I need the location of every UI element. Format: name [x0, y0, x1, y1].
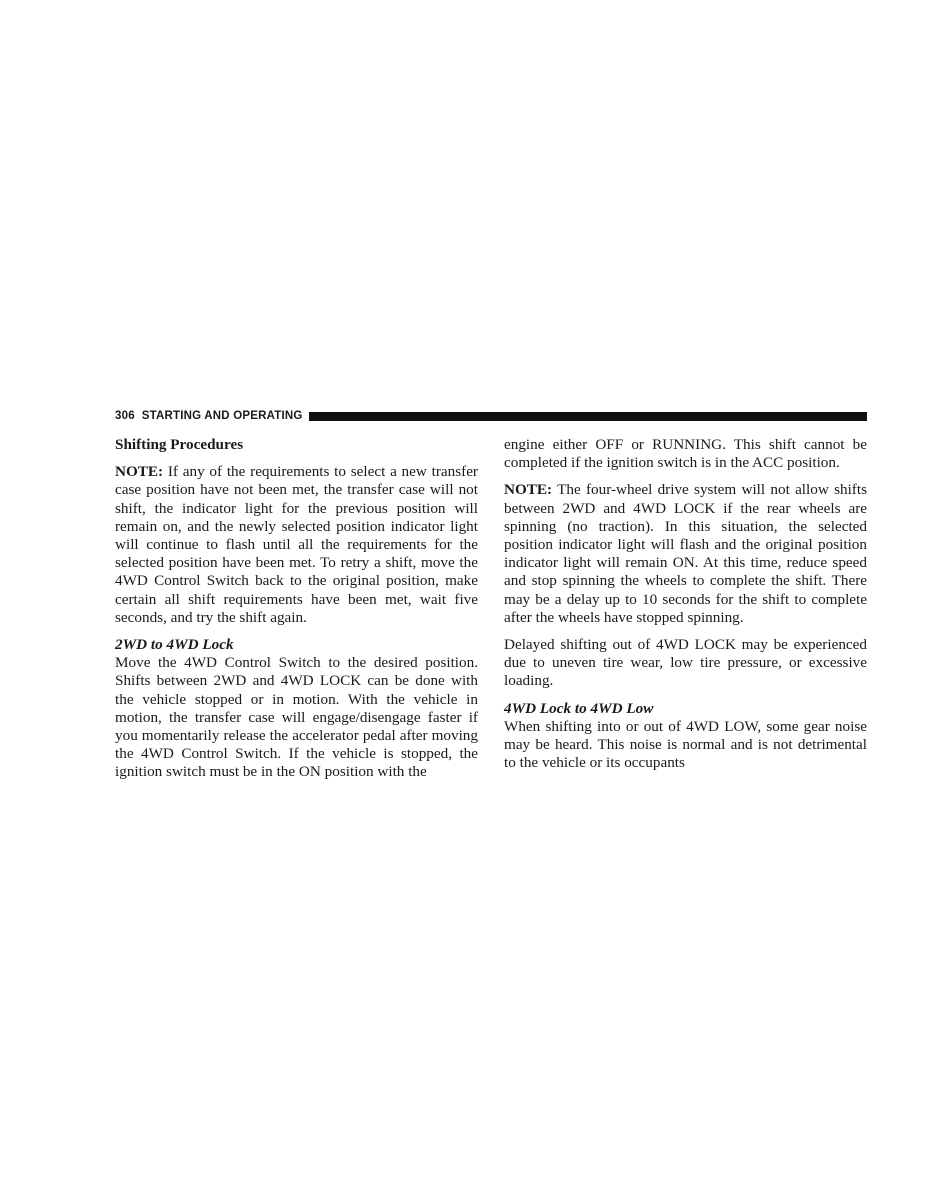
- page-header: [115, 409, 867, 423]
- left-column: [115, 436, 478, 791]
- section-title: STARTING AND OPERATING: [141, 410, 303, 422]
- body-paragraph: Move the 4WD Control Switch to the desired position. Shifts between 2WD and 4WD LOCK can be done with the vehicle stopped or in motion. With the vehicle in motion, the transfer case will engage/disengage faster if you momentarily release the accelerator pedal after moving the 4WD Control Switch. If the vehicle is stopped, the ignition switch must be in the ON position with the: [115, 654, 478, 781]
- subheading-2wd-to-4wd-lock: 2WD to 4WD Lock: [115, 636, 234, 654]
- note-label: NOTE:: [504, 481, 553, 499]
- body-paragraph: Delayed shifting out of 4WD LOCK may be experienced due to uneven tire wear, low tire pressure, or excessive loading.: [504, 636, 867, 690]
- body-paragraph: When shifting into or out of 4WD LOW, some gear noise may be heard. This noise is normal and is not detrimental to the vehicle or its occupants: [504, 717, 867, 772]
- note-text: The four-wheel drive system will not allow shifts between 2WD and 4WD LOCK if the rear wheels are spinning (no traction). In this situation, the selected position indicator light will flash and the original position indicator light will remain ON. At this time, reduce speed and stop spinning the wheels to complete the shift. There may be a delay up to 10 seconds for the shift to complete after the wheels have stopped spinning.: [504, 481, 867, 626]
- section-heading: Shifting Procedures: [115, 436, 244, 453]
- note-paragraph: [504, 481, 867, 627]
- subheading-4wd-lock-to-4wd-low: 4WD Lock to 4WD Low: [504, 699, 654, 717]
- right-column: [504, 436, 867, 781]
- note-paragraph: [115, 463, 478, 627]
- note-label: NOTE:: [115, 463, 164, 481]
- page-number: 306: [115, 410, 135, 422]
- note-text: If any of the requirements to select a new transfer case position have not been met, the transfer case will not shift, the indicator light for the previous position will remain on, and the newly selected position indicator light will continue to flash until all the requirements for the selected position have been met. To retry a shift, move the 4WD Control Switch back to the original position, make certain all shift requirements have been met, wait five seconds, and try the shift again.: [115, 463, 478, 626]
- header-rule: [309, 412, 867, 421]
- body-paragraph-continued: engine either OFF or RUNNING. This shift cannot be completed if the ignition switch is in the ACC position.: [504, 436, 867, 472]
